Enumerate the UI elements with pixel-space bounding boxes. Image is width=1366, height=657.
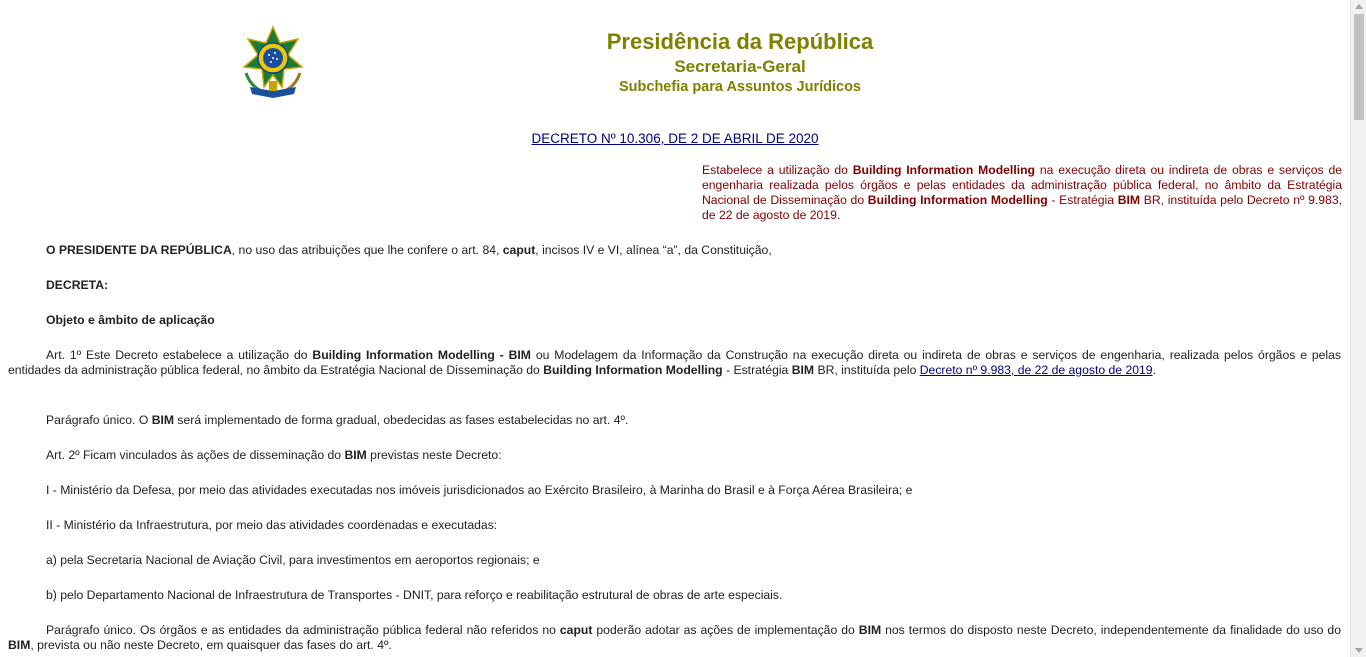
art1-par-bold: BIM bbox=[151, 413, 175, 427]
inciso-2: II - Ministério da Infraestrutura, por meio das atividades coordenadas e executadas: bbox=[46, 518, 498, 532]
header-title: Presidência da República bbox=[606, 29, 874, 54]
ementa-text: - Estratégia bbox=[1047, 193, 1118, 207]
art1-bold: Building Information Modelling - BIM bbox=[312, 348, 531, 362]
art1-text: BR, instituída pelo bbox=[814, 363, 920, 377]
decree-title-link[interactable]: DECRETO Nº 10.306, DE 2 DE ABRIL DE 2020 bbox=[531, 131, 819, 146]
preamble-text: , incisos IV e VI, alínea “a”, da Constituição, bbox=[535, 243, 772, 257]
ementa-bold: Building Information Modelling bbox=[852, 163, 1035, 177]
art1-text: . bbox=[1152, 363, 1156, 377]
art2-par-bold: BIM bbox=[858, 623, 882, 637]
header-subtitle-2: Subchefia para Assuntos Jurídicos bbox=[619, 79, 861, 95]
art1-par-text: será implementado de forma gradual, obedecidas as fases estabelecidas no art. 4º. bbox=[174, 413, 629, 427]
art2-par-bold: BIM bbox=[8, 638, 31, 652]
art2-par-text: , prevista ou não neste Decreto, em quaisquer das fases do art. 4º. bbox=[30, 638, 392, 652]
art1-text: Art. 1º Este Decreto estabelece a utilização do bbox=[46, 348, 313, 362]
preamble-text: , no uso das atribuições que lhe confere o art. 84, bbox=[231, 243, 503, 257]
art1-bold: Building Information Modelling bbox=[543, 363, 723, 377]
section-heading bbox=[8, 313, 1341, 328]
ementa-text: Estabelece a utilização do bbox=[702, 163, 853, 177]
art1-text: - Estratégia bbox=[722, 363, 792, 377]
art2-par-text: poderão adotar as ações de implementação do bbox=[592, 623, 859, 637]
art2-par-bold: caput bbox=[559, 623, 593, 637]
scrollbar-thumb[interactable] bbox=[1354, 14, 1364, 120]
preamble-bold: O PRESIDENTE DA REPÚBLICA bbox=[46, 243, 232, 257]
section-heading-label: Objeto e âmbito de aplicação bbox=[46, 313, 215, 327]
decree-ementa bbox=[702, 163, 1342, 223]
art2-text: previstas neste Decreto: bbox=[366, 448, 502, 462]
article-2-paragraph bbox=[8, 623, 1341, 653]
article-1 bbox=[8, 348, 1341, 378]
alinea-a: a) pela Secretaria Nacional de Aviação Civil, para investimentos em aeroportos regionais; e bbox=[46, 553, 540, 567]
art2-text: Art. 2º Ficam vinculados às ações de disseminação do bbox=[46, 448, 345, 462]
art1-par-text: Parágrafo único. O bbox=[46, 413, 152, 427]
art2-par-text: nos termos do disposto neste Decreto, independentemente da finalidade do uso do bbox=[881, 623, 1341, 637]
brazil-coat-of-arms-icon bbox=[238, 25, 308, 100]
scroll-down-icon[interactable] bbox=[1355, 648, 1363, 653]
alinea-b: b) pelo Departamento Nacional de Infraestrutura de Transportes - DNIT, para reforço e reabilitação estrutural de obras de arte especiais. bbox=[46, 588, 783, 602]
ementa-text: BR, instituída pelo Decreto nº 9.983, de 22 de agosto de 2019. bbox=[702, 193, 1343, 222]
decreta-label: DECRETA: bbox=[46, 278, 109, 292]
vertical-scrollbar[interactable] bbox=[1350, 0, 1366, 657]
art1-text: ou Modelagem da Informação da Construção na execução direta ou indireta de obras e serviços de engenharia, realizada pelos órgãos e pelas entidades da administração pública federal, no âmbito da Estratégia Nacional de Disseminação do bbox=[8, 348, 1341, 377]
decree-title-block bbox=[0, 131, 1350, 146]
art1-bold: BIM bbox=[791, 363, 815, 377]
decree-9983-link[interactable]: Decreto nº 9.983, de 22 de agosto de 2019 bbox=[919, 363, 1153, 377]
page-header bbox=[540, 28, 940, 97]
article-2 bbox=[8, 448, 1341, 463]
ementa-bold: BIM bbox=[1117, 193, 1141, 207]
art2-bold: BIM bbox=[344, 448, 367, 462]
art2-par-text: Parágrafo único. Os órgãos e as entidades da administração pública federal não referidos no bbox=[46, 623, 560, 637]
scroll-up-icon[interactable] bbox=[1355, 4, 1363, 9]
ementa-text: na execução direta ou indireta de obras e serviços de engenharia realizada pelos órgãos e pelas entidades da administração pública federal, no âmbito da Estratégia Nacional de Disseminação do bbox=[702, 163, 1342, 207]
article-1-paragraph bbox=[8, 413, 1341, 428]
preamble-bold: caput bbox=[502, 243, 536, 257]
preamble bbox=[8, 243, 1341, 258]
inciso-1: I - Ministério da Defesa, por meio das atividades executadas nos imóveis jurisdicionados ao Exército Brasileiro, à Marinha do Brasil e à Força Aérea Brasileira; e bbox=[46, 483, 913, 497]
header-subtitle: Secretaria-Geral bbox=[674, 57, 806, 76]
ementa-bold: Building Information Modelling bbox=[867, 193, 1048, 207]
decreta-heading bbox=[8, 278, 1341, 293]
